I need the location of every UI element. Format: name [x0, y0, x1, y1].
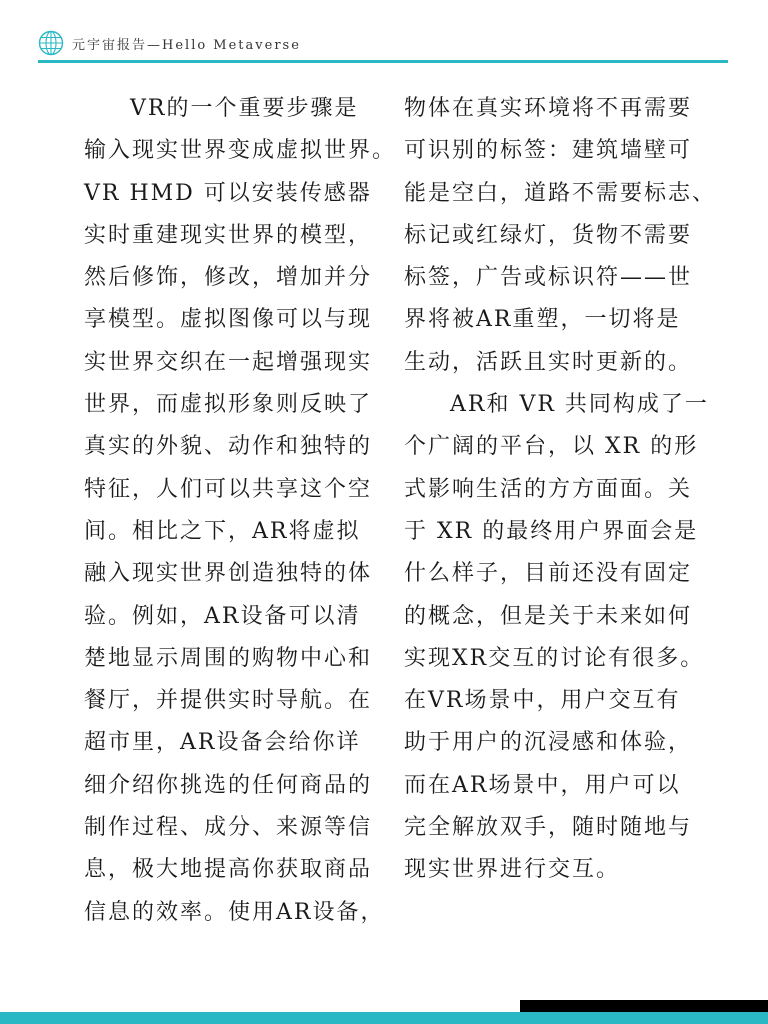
header-title: 元宇宙报告—Hello Metaverse — [72, 37, 301, 53]
text-line: 物体在真实环境将不再需要 — [404, 96, 693, 121]
text-line: 融入现实世界创造独特的体 — [84, 561, 373, 587]
text-line: 完全解放双手，随时随地与 — [404, 815, 693, 841]
text-line: 助于用户的沉浸感和体验， — [404, 730, 693, 756]
text-line: 真实的外貌、动作和独特的 — [84, 434, 373, 460]
text-line: 界将被AR重塑，一切将是 — [404, 307, 681, 333]
text-line: 能是空白，道路不需要标志、 — [404, 180, 717, 206]
text-line: 什么样子，目前还没有固定 — [404, 561, 693, 587]
right-column — [404, 88, 716, 892]
text-line: 个广阔的平台，以 XR 的形 — [404, 434, 699, 460]
text-line: 制作过程、成分、来源等信 — [84, 815, 373, 841]
text-line: 于 XR 的最终用户界面会是 — [404, 518, 699, 544]
text-line: 楚地显示周围的购物中心和 — [84, 645, 373, 671]
globe-logo-icon — [38, 30, 64, 56]
text-line: 而在AR场景中，用户可以 — [404, 772, 681, 798]
text-line: 然后修饰，修改，增加并分 — [84, 265, 373, 291]
text-line: 信息的效率。使用AR设备， — [84, 899, 385, 925]
text-line: 可识别的标签：建筑墙壁可 — [404, 138, 693, 164]
page-header — [38, 26, 301, 60]
footer-accent-bar — [520, 1000, 768, 1012]
text-line: 息，极大地提高你获取商品 — [84, 857, 373, 883]
text-line: 间。相比之下，AR将虚拟 — [84, 518, 361, 544]
text-line: 实现XR交互的讨论有很多。 — [404, 645, 705, 671]
text-line: 实时重建现实世界的模型， — [84, 222, 373, 248]
text-line: 验。例如，AR设备可以清 — [84, 603, 361, 629]
left-column — [84, 88, 396, 934]
text-line: 标签，广告或标识符——世 — [404, 265, 693, 291]
text-line: 标记或红绿灯，货物不需要 — [404, 222, 693, 248]
text-line: 特征，人们可以共享这个空 — [84, 476, 373, 502]
text-line: 世界，而虚拟形象则反映了 — [84, 392, 373, 418]
text-line: 餐厅，并提供实时导航。在 — [84, 688, 373, 714]
text-line: 生动，活跃且实时更新的。 — [404, 349, 693, 375]
text-line: 现实世界进行交互。 — [404, 857, 621, 883]
text-line: 超市里，AR设备会给你详 — [84, 730, 361, 756]
text-line: 式影响生活的方方面面。关 — [404, 476, 693, 502]
text-line: 享模型。虚拟图像可以与现 — [84, 307, 373, 333]
text-line: 实世界交织在一起增强现实 — [84, 349, 373, 375]
text-line: VR HMD 可以安装传感器 — [84, 180, 372, 206]
text-line: 的概念，但是关于未来如何 — [404, 603, 693, 629]
text-line: 细介绍你挑选的任何商品的 — [84, 772, 373, 798]
footer-bar — [0, 1012, 768, 1024]
text-line: AR和 VR 共同构成了一 — [450, 392, 709, 418]
text-line: 输入现实世界变成虚拟世界。 — [84, 138, 397, 164]
text-line: VR的一个重要步骤是 — [130, 96, 359, 121]
text-line: 在VR场景中，用户交互有 — [404, 688, 681, 714]
header-divider — [38, 60, 728, 63]
